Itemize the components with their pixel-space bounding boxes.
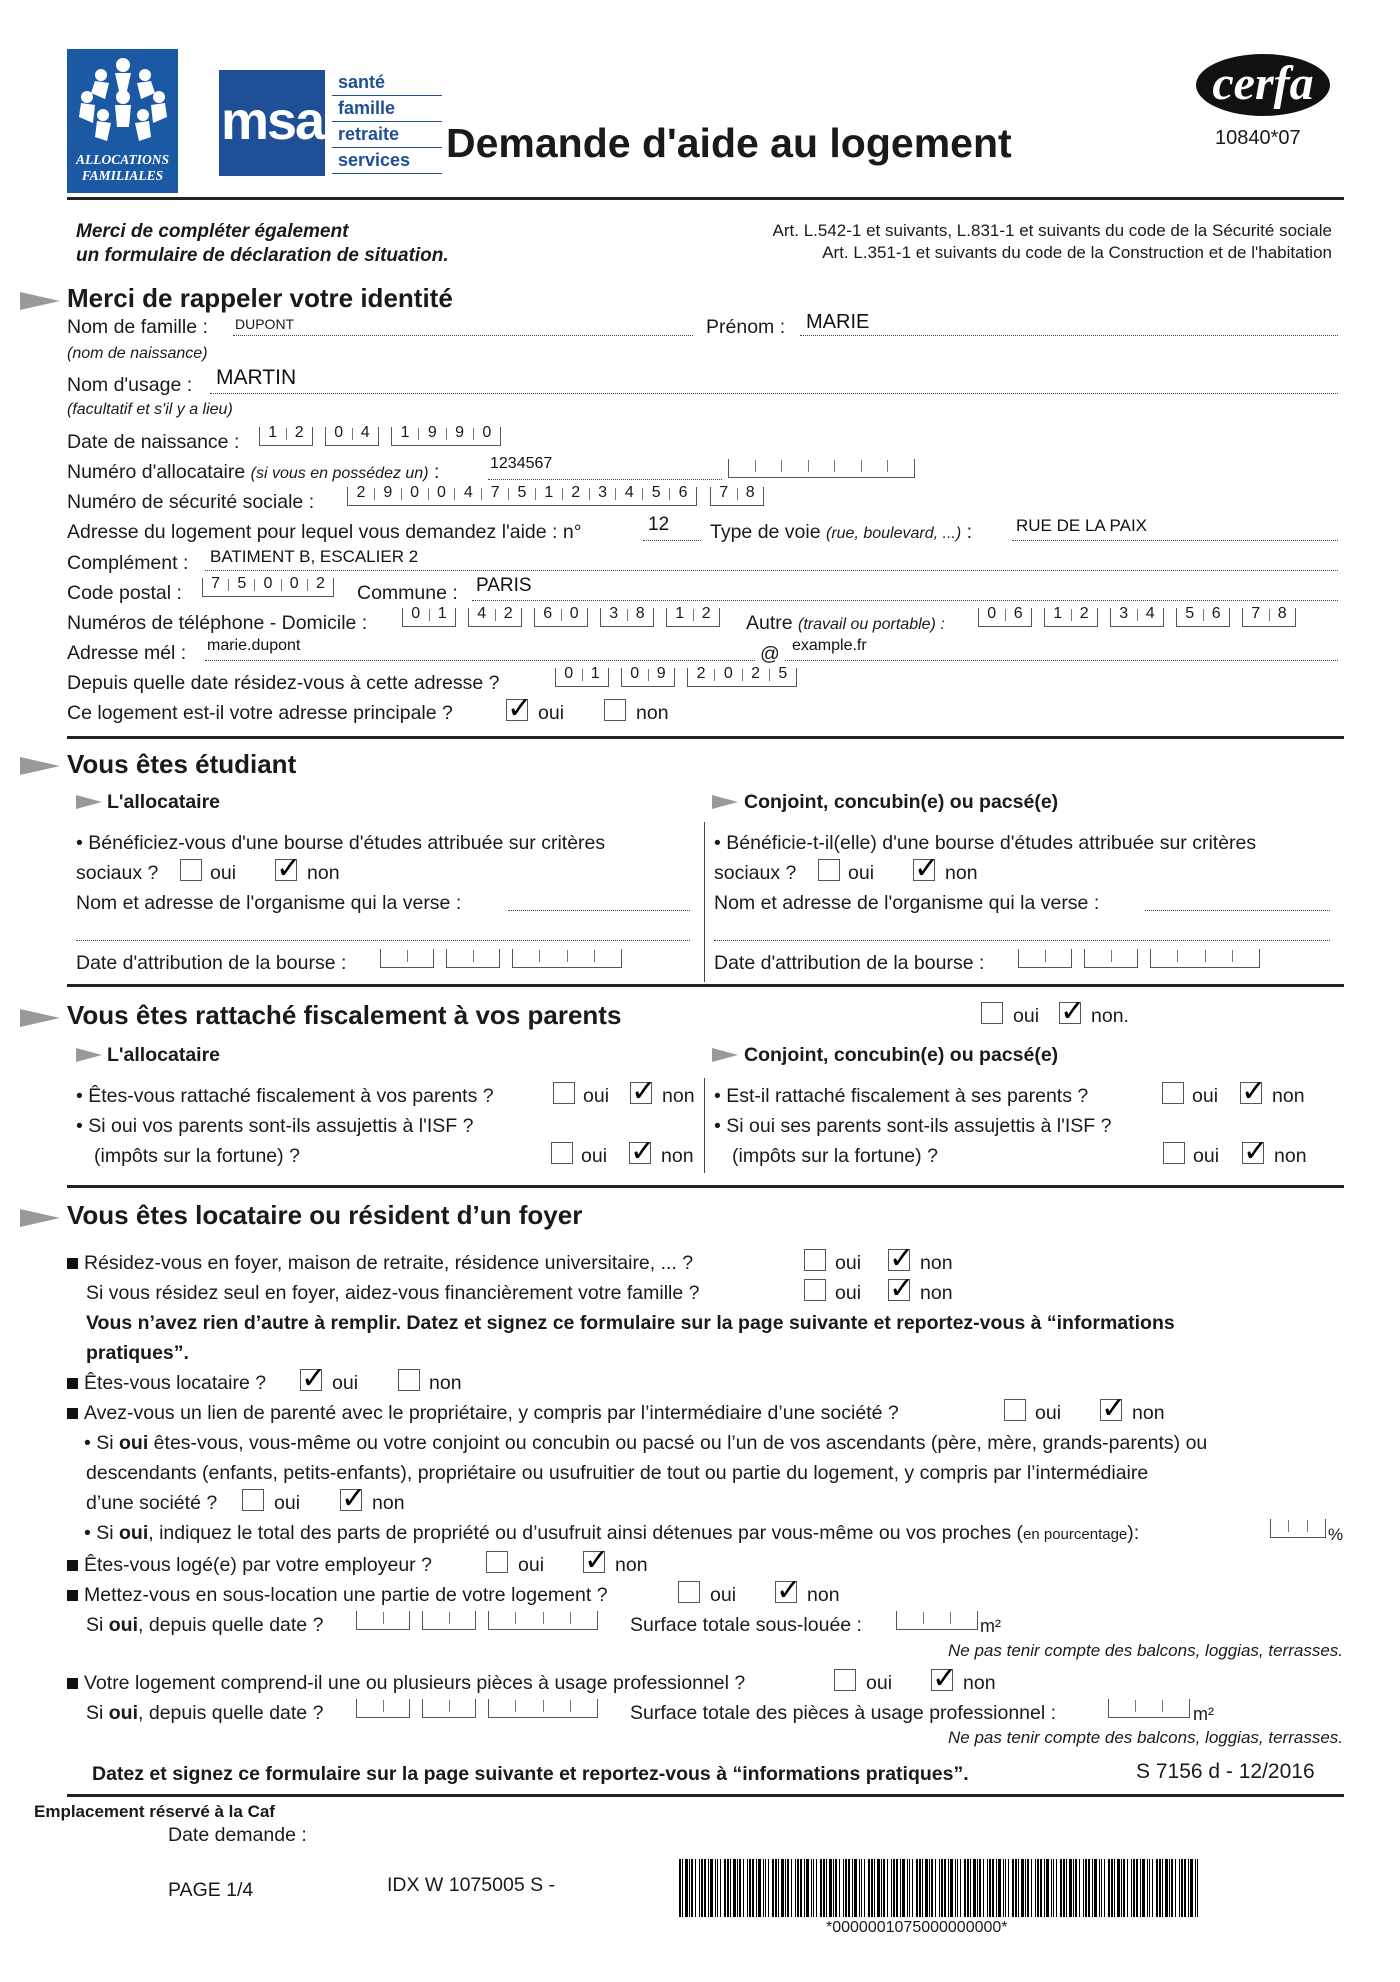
locataire-oui-checkbox[interactable] [300, 1369, 322, 1391]
seul-question: Si vous résidez seul en foyer, aidez-vous financièrement votre famille ? [86, 1282, 700, 1304]
surface-souslouee-field[interactable] [896, 1611, 978, 1630]
nom-naissance-note: (nom de naissance) [67, 345, 208, 362]
si-oui-line-3: d’une société ? [86, 1492, 218, 1514]
section-title-locataire: Vous êtes locataire ou résident d’un foyer [67, 1200, 583, 1230]
mel-domain-field[interactable]: example.fr [792, 637, 867, 654]
locataire-non-label: non [429, 1372, 462, 1394]
bullet-square-icon [67, 1258, 78, 1269]
rattache-left-oui-label: oui [583, 1085, 610, 1107]
seul-non-label: non [920, 1282, 953, 1304]
etudiant-right-title: Conjoint, concubin(e) ou pacsé(e) [744, 791, 1059, 813]
parente-oui-label: oui [1035, 1402, 1062, 1424]
sousloc-date-jour[interactable] [356, 1611, 410, 1630]
mel-label: Adresse mél : [67, 642, 187, 664]
depuis-jour-field[interactable]: 0 1 [555, 668, 609, 687]
parente-question [67, 1402, 899, 1425]
bullet-square-icon [67, 1678, 78, 1689]
mel-at: @ [760, 643, 780, 665]
form-reference: S 7156 d - 12/2016 [1136, 1760, 1315, 1783]
depuis-mois-field[interactable]: 0 9 [621, 668, 675, 687]
employeur-oui-checkbox[interactable] [486, 1551, 508, 1573]
isf-left-oui-checkbox[interactable] [551, 1142, 573, 1164]
parts-prefix: • Si [84, 1522, 120, 1544]
balcons-note: Ne pas tenir compte des balcons, loggias, terrasses. [948, 1641, 1343, 1660]
etudiant-right-q1: • Bénéficie-t-il(elle) d'une bourse d'études attribuée sur critères [714, 832, 1257, 854]
si-oui-line-1 [84, 1432, 1207, 1455]
pro-non-checkbox[interactable] [931, 1669, 953, 1691]
barcode-text: *0000001075000000000* [826, 1919, 1008, 1936]
section-title-identite: Merci de rappeler votre identité [67, 283, 453, 313]
naissance-jour-field[interactable]: 1 2 [259, 427, 313, 446]
caf-logo [67, 49, 178, 193]
surface-pro-field[interactable] [1108, 1699, 1190, 1718]
tagline-sante: santé [332, 70, 442, 96]
proprietaire-oui-checkbox[interactable] [242, 1489, 264, 1511]
footer-rule [67, 1794, 1344, 1797]
surface-souslouee-label: Surface totale sous-louée : [630, 1614, 862, 1636]
pro-question-text: Votre logement comprend-il une ou plusieurs pièces à usage professionnel ? [84, 1672, 746, 1694]
etudiant-right-sociaux: sociaux ? [714, 862, 797, 884]
foyer-oui-label: oui [835, 1252, 862, 1274]
cp-label: Code postal : [67, 582, 182, 604]
pro-non-label: non [963, 1672, 996, 1694]
proprietaire-non-checkbox[interactable] [340, 1489, 362, 1511]
tel-domicile-field[interactable]: 0 1 4 2 6 0 3 8 1 2 [402, 608, 732, 630]
parts-bold: oui [119, 1522, 149, 1544]
rattache-right-oui-label: oui [1192, 1085, 1219, 1107]
locataire-oui-label: oui [332, 1372, 359, 1394]
caf-reserved-label: Emplacement réservé à la Caf [34, 1802, 275, 1821]
isf-left-non-checkbox[interactable] [629, 1142, 651, 1164]
bourse-right-oui-label: oui [848, 862, 875, 884]
foyer-notice-2: pratiques”. [86, 1342, 189, 1364]
sousloc-non-checkbox[interactable] [775, 1581, 797, 1603]
rattache-right-oui-checkbox[interactable] [1162, 1082, 1184, 1104]
tagline-famille: famille [332, 96, 442, 122]
date-demande-label: Date demande : [168, 1824, 307, 1846]
etudiant-left-date: Date d'attribution de la bourse : [76, 952, 347, 974]
depuis-text: , depuis quelle date ? [138, 1702, 324, 1724]
balcons-note-2: Ne pas tenir compte des balcons, loggias, terrasses. [948, 1728, 1343, 1747]
mel-user-field[interactable]: marie.dupont [207, 637, 301, 654]
etudiant-right-date: Date d'attribution de la bourse : [714, 952, 985, 974]
depuis-text: , depuis quelle date ? [138, 1614, 324, 1636]
cerfa-logo [1196, 54, 1330, 116]
sousloc-question [67, 1584, 608, 1607]
sousloc-date-label [86, 1614, 323, 1637]
etudiant-right-organisme: Nom et adresse de l'organisme qui la verse : [714, 892, 1100, 914]
nom-famille-label: Nom de famille : [67, 316, 208, 338]
note-line-2: un formulaire de déclaration de situation. [76, 245, 449, 266]
si-prefix: Si [86, 1702, 109, 1724]
caf-logo-text: ALLOCATIONS FAMILIALES [75, 152, 170, 183]
autre-label [746, 612, 945, 635]
nom-usage-label: Nom d'usage : [67, 374, 193, 396]
organisme-left-field-2[interactable] [76, 940, 690, 941]
section-title-etudiant: Vous êtes étudiant [67, 749, 297, 779]
parts-text: , indiquez le total des parts de propriété ou d’usufruit ainsi détenues par vous-même ou vos proches ( [148, 1522, 1024, 1544]
seul-oui-label: oui [835, 1282, 862, 1304]
section-arrow-icon [20, 757, 60, 775]
sousloc-non-label: non [807, 1584, 840, 1606]
depuis-annee-field[interactable]: 2 0 2 5 [687, 668, 797, 687]
tagline-retraite: retraite [332, 122, 442, 148]
principale-oui-checkbox[interactable] [506, 699, 528, 721]
locataire-question-text: Êtes-vous locataire ? [84, 1372, 267, 1394]
fiscal-oui-label: oui [1013, 1005, 1040, 1027]
section-arrow-icon [20, 292, 60, 310]
allocataire-label-text: Numéro d'allocataire [67, 461, 246, 483]
sousloc-oui-label: oui [710, 1584, 737, 1606]
depuis-label: Depuis quelle date résidez-vous à cette adresse ? [67, 672, 500, 694]
principale-non-checkbox[interactable] [604, 699, 626, 721]
section-rule [67, 736, 1344, 739]
bourse-right-date-jour[interactable] [1018, 949, 1072, 968]
fiscal-right-q3: (impôts sur la fortune) ? [732, 1145, 938, 1167]
secu-label: Numéro de sécurité sociale : [67, 491, 315, 513]
subsection-arrow-icon [76, 795, 102, 809]
bullet-square-icon [67, 1590, 78, 1601]
m2-unit: m² [1193, 1704, 1214, 1724]
fiscal-right-title: Conjoint, concubin(e) ou pacsé(e) [744, 1044, 1059, 1066]
adresse-num-field[interactable]: 12 [648, 514, 670, 535]
note-line-1: Merci de compléter également [76, 221, 349, 242]
prenom-label: Prénom : [706, 316, 786, 338]
fiscal-oui-checkbox[interactable] [981, 1002, 1003, 1024]
commune-label: Commune : [357, 582, 458, 604]
column-divider [704, 1078, 705, 1173]
parts-line [84, 1522, 1139, 1545]
principale-label: Ce logement est-il votre adresse principale ? [67, 702, 453, 724]
proprietaire-oui-label: oui [274, 1492, 301, 1514]
complement-label: Complément : [67, 552, 189, 574]
si-oui-prefix: • Si [84, 1432, 120, 1454]
bullet-square-icon [67, 1560, 78, 1571]
subsection-arrow-icon [76, 1048, 102, 1062]
legal-line-2: Art. L.351-1 et suivants du code de la Construction et de l'habitation [822, 243, 1332, 262]
tel-autre-field[interactable]: 0 6 1 2 3 4 5 6 7 8 [978, 608, 1308, 630]
fiscal-non-label: non. [1091, 1005, 1129, 1027]
locataire-non-checkbox[interactable] [398, 1369, 420, 1391]
voie-label [710, 521, 972, 544]
employeur-question-text: Êtes-vous logé(e) par votre employeur ? [84, 1554, 432, 1576]
section-title-fiscal: Vous êtes rattaché fiscalement à vos parents [67, 1000, 622, 1030]
naissance-annee-field[interactable]: 1 9 9 0 [391, 427, 501, 446]
seul-non-checkbox[interactable] [888, 1279, 910, 1301]
pro-date-mois[interactable] [422, 1699, 476, 1718]
msa-tagline [332, 70, 442, 174]
cerfa-number: 10840*07 [1215, 127, 1301, 149]
principale-non-label: non [636, 702, 669, 724]
employeur-question [67, 1554, 432, 1577]
employeur-oui-label: oui [518, 1554, 545, 1576]
section-rule [67, 984, 1344, 987]
bourse-right-oui-checkbox[interactable] [818, 859, 840, 881]
principale-oui-label: oui [538, 702, 565, 724]
fiscal-left-q3: (impôts sur la fortune) ? [94, 1145, 300, 1167]
organisme-right-field-2[interactable] [714, 940, 1330, 941]
fiscal-left-title: L'allocataire [107, 1044, 221, 1066]
allocataire-boxes[interactable] [728, 459, 915, 478]
etudiant-left-q1: • Bénéficiez-vous d'une bourse d'études attribuée sur critères [76, 832, 606, 854]
nom-usage-field[interactable]: MARTIN [216, 366, 297, 389]
isf-right-non-label: non [1274, 1145, 1307, 1167]
fiscal-right-q2: • Si oui ses parents sont-ils assujettis à l'ISF ? [714, 1115, 1112, 1137]
bullet-square-icon [67, 1378, 78, 1389]
isf-right-non-checkbox[interactable] [1242, 1142, 1264, 1164]
fiscal-left-q2: • Si oui vos parents sont-ils assujettis à l'ISF ? [76, 1115, 474, 1137]
complement-field[interactable]: BATIMENT B, ESCALIER 2 [210, 547, 419, 566]
cp-field[interactable]: 7 5 0 0 2 [202, 578, 334, 597]
organisme-left-field[interactable] [508, 910, 690, 911]
si-oui-line-2: descendants (enfants, petits-enfants), propriétaire ou usufruitier de tout ou partie du logement, y compris par l’intermédiaire [86, 1462, 1149, 1484]
seul-oui-checkbox[interactable] [804, 1279, 826, 1301]
parts-note: en pourcentage [1023, 1526, 1128, 1543]
foyer-non-label: non [920, 1252, 953, 1274]
isf-left-oui-label: oui [581, 1145, 608, 1167]
surface-pro-label: Surface totale des pièces à usage professionnel : [630, 1702, 1057, 1724]
section-arrow-icon [20, 1209, 60, 1227]
parts-suffix: ): [1127, 1522, 1140, 1544]
page-number: PAGE 1/4 [168, 1879, 254, 1901]
bourse-right-date-mois[interactable] [1084, 949, 1138, 968]
bullet-square-icon [67, 1408, 78, 1419]
etudiant-left-organisme: Nom et adresse de l'organisme qui la verse : [76, 892, 462, 914]
section-rule [67, 1185, 1344, 1188]
adresse-label: Adresse du logement pour lequel vous demandez l'aide : n° [67, 521, 582, 543]
isf-right-oui-label: oui [1193, 1145, 1220, 1167]
voie-field[interactable]: RUE DE LA PAIX [1016, 516, 1148, 535]
bourse-right-date-annee[interactable] [1150, 949, 1260, 968]
bourse-right-non-label: non [945, 862, 978, 884]
employeur-non-checkbox[interactable] [583, 1551, 605, 1573]
isf-right-oui-checkbox[interactable] [1163, 1142, 1185, 1164]
foyer-question [67, 1252, 693, 1275]
rattache-left-oui-checkbox[interactable] [553, 1082, 575, 1104]
bourse-left-oui-label: oui [210, 862, 237, 884]
pro-date-annee[interactable] [488, 1699, 598, 1718]
foyer-notice-1: Vous n’avez rien d’autre à remplir. Datez et signez ce formulaire sur la page suivante et reportez-vous à “informations [86, 1312, 1175, 1334]
commune-field[interactable]: PARIS [476, 575, 532, 596]
percent-sign: % [1328, 1525, 1344, 1544]
pro-oui-checkbox[interactable] [834, 1669, 856, 1691]
foyer-non-checkbox[interactable] [888, 1249, 910, 1271]
barcode-icon [679, 1859, 1202, 1917]
fiscal-non-checkbox[interactable] [1059, 1002, 1081, 1024]
rattache-right-non-label: non [1272, 1085, 1305, 1107]
foyer-oui-checkbox[interactable] [804, 1249, 826, 1271]
bourse-left-non-checkbox[interactable] [275, 859, 297, 881]
allocataire-label [67, 461, 439, 484]
bourse-left-date-mois[interactable] [446, 949, 500, 968]
voie-note: (rue, boulevard, ...) [826, 525, 962, 542]
allocataire-field[interactable]: 1234567 [490, 455, 553, 472]
proprietaire-non-label: non [372, 1492, 405, 1514]
header-rule [67, 197, 1344, 200]
organisme-right-field[interactable] [1145, 910, 1330, 911]
pro-date-label [86, 1702, 323, 1725]
voie-label-text: Type de voie [710, 521, 821, 543]
autre-note: (travail ou portable) : [798, 616, 945, 633]
voie-colon: : [966, 521, 973, 543]
secu-key-field[interactable]: 7 8 [710, 487, 764, 506]
fiscal-right-q1: • Est-il rattaché fiscalement à ses parents ? [714, 1085, 1089, 1107]
si-oui-bold: oui [119, 1432, 149, 1454]
sousloc-date-mois[interactable] [422, 1611, 476, 1630]
bourse-left-date-jour[interactable] [380, 949, 434, 968]
rattache-left-non-label: non [662, 1085, 695, 1107]
prenom-field[interactable]: MARIE [806, 311, 870, 333]
pro-date-jour[interactable] [356, 1699, 410, 1718]
parts-percent-field[interactable] [1270, 1519, 1326, 1538]
m2-unit: m² [980, 1616, 1001, 1636]
si-oui-bold: oui [108, 1702, 139, 1724]
si-oui-bold: oui [108, 1614, 139, 1636]
naissance-mois-field[interactable]: 0 4 [325, 427, 379, 446]
pro-oui-label: oui [866, 1672, 893, 1694]
caf-family-icon [67, 53, 178, 153]
parente-non-checkbox[interactable] [1100, 1399, 1122, 1421]
etudiant-left-title: L'allocataire [107, 791, 221, 813]
locataire-question [67, 1372, 266, 1395]
bourse-right-non-checkbox[interactable] [913, 859, 935, 881]
column-divider [704, 822, 705, 982]
allocataire-note: (si vous en possédez un) [250, 465, 429, 482]
fiscal-left-q1: • Êtes-vous rattaché fiscalement à vos parents ? [76, 1085, 494, 1107]
sousloc-question-text: Mettez-vous en sous-location une partie de votre logement ? [84, 1584, 608, 1606]
tagline-services: services [332, 148, 442, 174]
section-arrow-icon [20, 1009, 60, 1027]
si-oui-text: êtes-vous, vous-même ou votre conjoint ou concubin ou pacsé ou l’un de vos ascendants (père, mère, grands-parents) ou [148, 1432, 1208, 1454]
pro-question [67, 1672, 745, 1695]
parente-non-label: non [1132, 1402, 1165, 1424]
naissance-label: Date de naissance : [67, 431, 240, 453]
sousloc-oui-checkbox[interactable] [678, 1581, 700, 1603]
autre-label-text: Autre [746, 612, 793, 634]
footer-notice: Datez et signez ce formulaire sur la page suivante et reportez-vous à “informations pratiques”. [92, 1763, 969, 1785]
tel-label: Numéros de téléphone - Domicile : [67, 612, 368, 634]
etudiant-left-sociaux: sociaux ? [76, 862, 159, 884]
rattache-right-non-checkbox[interactable] [1240, 1082, 1262, 1104]
page-title: Demande d'aide au logement [446, 120, 1012, 166]
bourse-left-oui-checkbox[interactable] [180, 859, 202, 881]
parente-question-text: Avez-vous un lien de parenté avec le propriétaire, y compris par l’intermédiaire d’une société ? [84, 1402, 899, 1424]
msa-logo-text: msa [220, 91, 324, 151]
parente-oui-checkbox[interactable] [1004, 1399, 1026, 1421]
subsection-arrow-icon [712, 795, 738, 809]
sousloc-date-annee[interactable] [488, 1611, 598, 1630]
nom-usage-note: (facultatif et s'il y a lieu) [67, 401, 233, 418]
bourse-left-non-label: non [307, 862, 340, 884]
foyer-question-text: Résidez-vous en foyer, maison de retraite, résidence universitaire, ... ? [84, 1252, 694, 1274]
rattache-left-non-checkbox[interactable] [630, 1082, 652, 1104]
nom-famille-field[interactable]: DUPONT [235, 316, 295, 332]
subsection-arrow-icon [712, 1048, 738, 1062]
idx-code: IDX W 1075005 S - [387, 1874, 555, 1896]
si-prefix: Si [86, 1614, 109, 1636]
legal-line-1: Art. L.542-1 et suivants, L.831-1 et suivants du code de la Sécurité sociale [772, 221, 1332, 240]
msa-logo [219, 70, 325, 176]
allocataire-colon: : [433, 461, 440, 483]
cerfa-logo-text: cerfa [1212, 57, 1314, 110]
isf-left-non-label: non [661, 1145, 694, 1167]
secu-field[interactable]: 2 9 0 0 4 7 5 1 2 3 4 5 6 [347, 487, 697, 506]
employeur-non-label: non [615, 1554, 648, 1576]
bourse-left-date-annee[interactable] [512, 949, 622, 968]
